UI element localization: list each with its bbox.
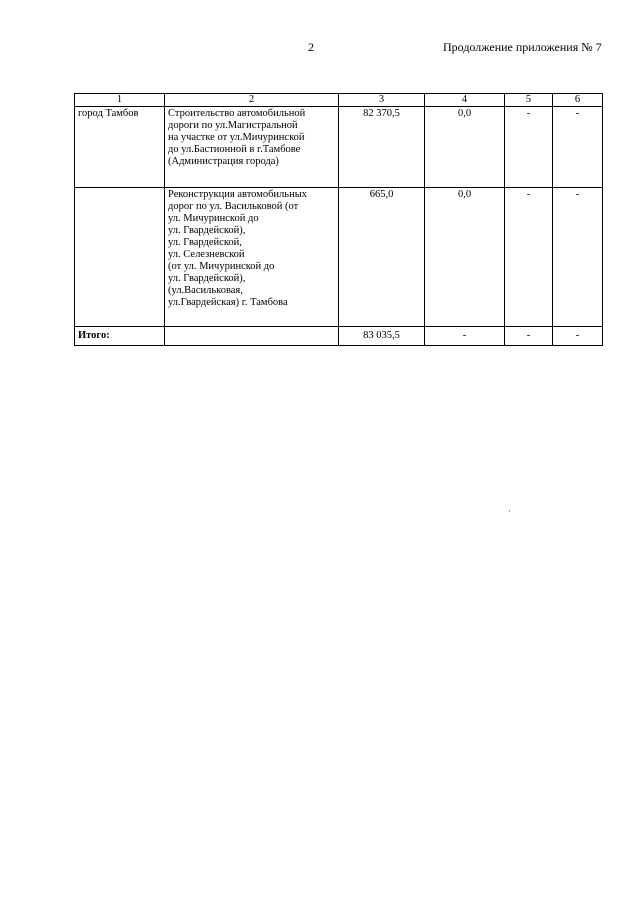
table-row bbox=[75, 188, 603, 327]
total-value-col5: - bbox=[505, 327, 553, 346]
column-header-4: 4 bbox=[425, 94, 505, 107]
column-header-6: 6 bbox=[553, 94, 603, 107]
amount-cell: 82 370,5 bbox=[339, 107, 425, 188]
value-cell-col6: - bbox=[553, 107, 603, 188]
municipality-cell bbox=[75, 188, 165, 327]
column-header-2: 2 bbox=[165, 94, 339, 107]
table-header-row bbox=[75, 94, 603, 107]
table-row bbox=[75, 107, 603, 188]
project-description-cell: Реконструкция автомобильных дорог по ул. Васильковой (от ул. Мичуринской до ул. Гвардейской), ул. Гвардейской, ул. Селезневской (от ул. Мичуринской до ул. Гвардейской), (ул.Васильковая, ул.Гвардейская) г. Тамбова bbox=[165, 188, 339, 327]
value-cell-col5: - bbox=[505, 107, 553, 188]
project-description-cell: Строительство автомобильной дороги по ул.Магистральной на участке от ул.Мичуринской до ул.Бастионной в г.Тамбове (Администрация города) bbox=[165, 107, 339, 188]
appendix-continuation-header: Продолжение приложения № 7 bbox=[443, 40, 602, 54]
value-cell-col6: - bbox=[553, 188, 603, 327]
value-cell-col4: 0,0 bbox=[425, 107, 505, 188]
total-value-col4: - bbox=[425, 327, 505, 346]
appendix-table bbox=[74, 93, 603, 346]
total-value-col6: - bbox=[553, 327, 603, 346]
total-row bbox=[75, 327, 603, 346]
value-cell-col4: 0,0 bbox=[425, 188, 505, 327]
column-header-3: 3 bbox=[339, 94, 425, 107]
page-number: 2 bbox=[308, 40, 314, 54]
scan-speck bbox=[509, 510, 510, 512]
column-header-5: 5 bbox=[505, 94, 553, 107]
total-label: Итого: bbox=[75, 327, 165, 346]
total-description-cell bbox=[165, 327, 339, 346]
total-amount-cell: 83 035,5 bbox=[339, 327, 425, 346]
amount-cell: 665,0 bbox=[339, 188, 425, 327]
value-cell-col5: - bbox=[505, 188, 553, 327]
column-header-1: 1 bbox=[75, 94, 165, 107]
municipality-cell: город Тамбов bbox=[75, 107, 165, 188]
